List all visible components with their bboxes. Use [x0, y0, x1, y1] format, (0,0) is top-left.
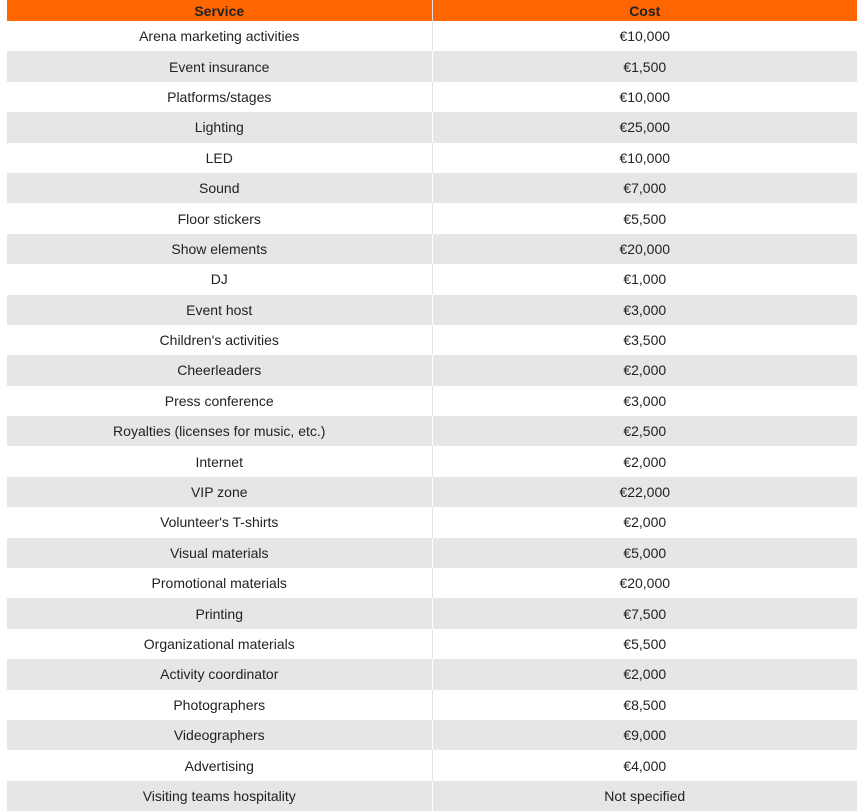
table-row: [7, 112, 857, 142]
cost-cell: €2,000: [432, 659, 857, 689]
service-cell: Printing: [7, 598, 432, 628]
cost-cell: €3,500: [432, 325, 857, 355]
cost-table: [7, 0, 857, 811]
table-row: [7, 355, 857, 385]
cost-cell: €22,000: [432, 477, 857, 507]
service-cell: Internet: [7, 446, 432, 476]
table-row: [7, 416, 857, 446]
service-cell: Cheerleaders: [7, 355, 432, 385]
service-cell: Floor stickers: [7, 203, 432, 233]
table-row: [7, 203, 857, 233]
cost-cell: €3,000: [432, 386, 857, 416]
table-row: [7, 690, 857, 720]
cost-cell: €5,500: [432, 203, 857, 233]
cost-cell: €5,000: [432, 538, 857, 568]
table-row: [7, 325, 857, 355]
table-row: [7, 386, 857, 416]
table-row: [7, 264, 857, 294]
table-row: [7, 538, 857, 568]
service-cell: Visiting teams hospitality: [7, 781, 432, 811]
cost-cell: €7,000: [432, 173, 857, 203]
cost-cell: €7,500: [432, 598, 857, 628]
cost-cell: €9,000: [432, 720, 857, 750]
column-header-service[interactable]: Service: [7, 0, 432, 21]
cost-cell: €20,000: [432, 568, 857, 598]
table-row: [7, 477, 857, 507]
service-cell: Visual materials: [7, 538, 432, 568]
cost-cell: €2,000: [432, 446, 857, 476]
table-row: [7, 51, 857, 81]
service-cell: Arena marketing activities: [7, 21, 432, 51]
service-cell: LED: [7, 143, 432, 173]
table-row: [7, 295, 857, 325]
cost-table-container: [7, 0, 857, 811]
table-row: [7, 507, 857, 537]
service-cell: Volunteer's T-shirts: [7, 507, 432, 537]
service-cell: Activity coordinator: [7, 659, 432, 689]
cost-cell: €20,000: [432, 234, 857, 264]
service-cell: Royalties (licenses for music, etc.): [7, 416, 432, 446]
cost-cell: €5,500: [432, 629, 857, 659]
cost-cell: €10,000: [432, 143, 857, 173]
column-header-cost[interactable]: Cost: [432, 0, 857, 21]
table-row: [7, 568, 857, 598]
table-body: [7, 21, 857, 811]
cost-cell: €1,000: [432, 264, 857, 294]
cost-cell: €25,000: [432, 112, 857, 142]
table-row: [7, 446, 857, 476]
service-cell: Organizational materials: [7, 629, 432, 659]
table-row: [7, 720, 857, 750]
cost-cell: €2,500: [432, 416, 857, 446]
cost-cell: €10,000: [432, 21, 857, 51]
service-cell: Advertising: [7, 750, 432, 780]
service-cell: Event host: [7, 295, 432, 325]
service-cell: Sound: [7, 173, 432, 203]
cost-cell: €10,000: [432, 82, 857, 112]
service-cell: Videographers: [7, 720, 432, 750]
cost-cell: €2,000: [432, 355, 857, 385]
table-row: [7, 598, 857, 628]
table-row: [7, 82, 857, 112]
table-row: [7, 629, 857, 659]
cost-cell: Not specified: [432, 781, 857, 811]
table-row: [7, 21, 857, 51]
table-row: [7, 143, 857, 173]
service-cell: VIP zone: [7, 477, 432, 507]
service-cell: Show elements: [7, 234, 432, 264]
table-row: [7, 659, 857, 689]
table-row: [7, 781, 857, 811]
service-cell: Photographers: [7, 690, 432, 720]
cost-cell: €3,000: [432, 295, 857, 325]
service-cell: Lighting: [7, 112, 432, 142]
service-cell: DJ: [7, 264, 432, 294]
service-cell: Event insurance: [7, 51, 432, 81]
cost-cell: €2,000: [432, 507, 857, 537]
table-row: [7, 750, 857, 780]
cost-cell: €8,500: [432, 690, 857, 720]
cost-cell: €4,000: [432, 750, 857, 780]
table-row: [7, 234, 857, 264]
service-cell: Platforms/stages: [7, 82, 432, 112]
cost-cell: €1,500: [432, 51, 857, 81]
table-header: [7, 0, 857, 21]
service-cell: Press conference: [7, 386, 432, 416]
service-cell: Children's activities: [7, 325, 432, 355]
header-row: [7, 0, 857, 21]
service-cell: Promotional materials: [7, 568, 432, 598]
table-row: [7, 173, 857, 203]
